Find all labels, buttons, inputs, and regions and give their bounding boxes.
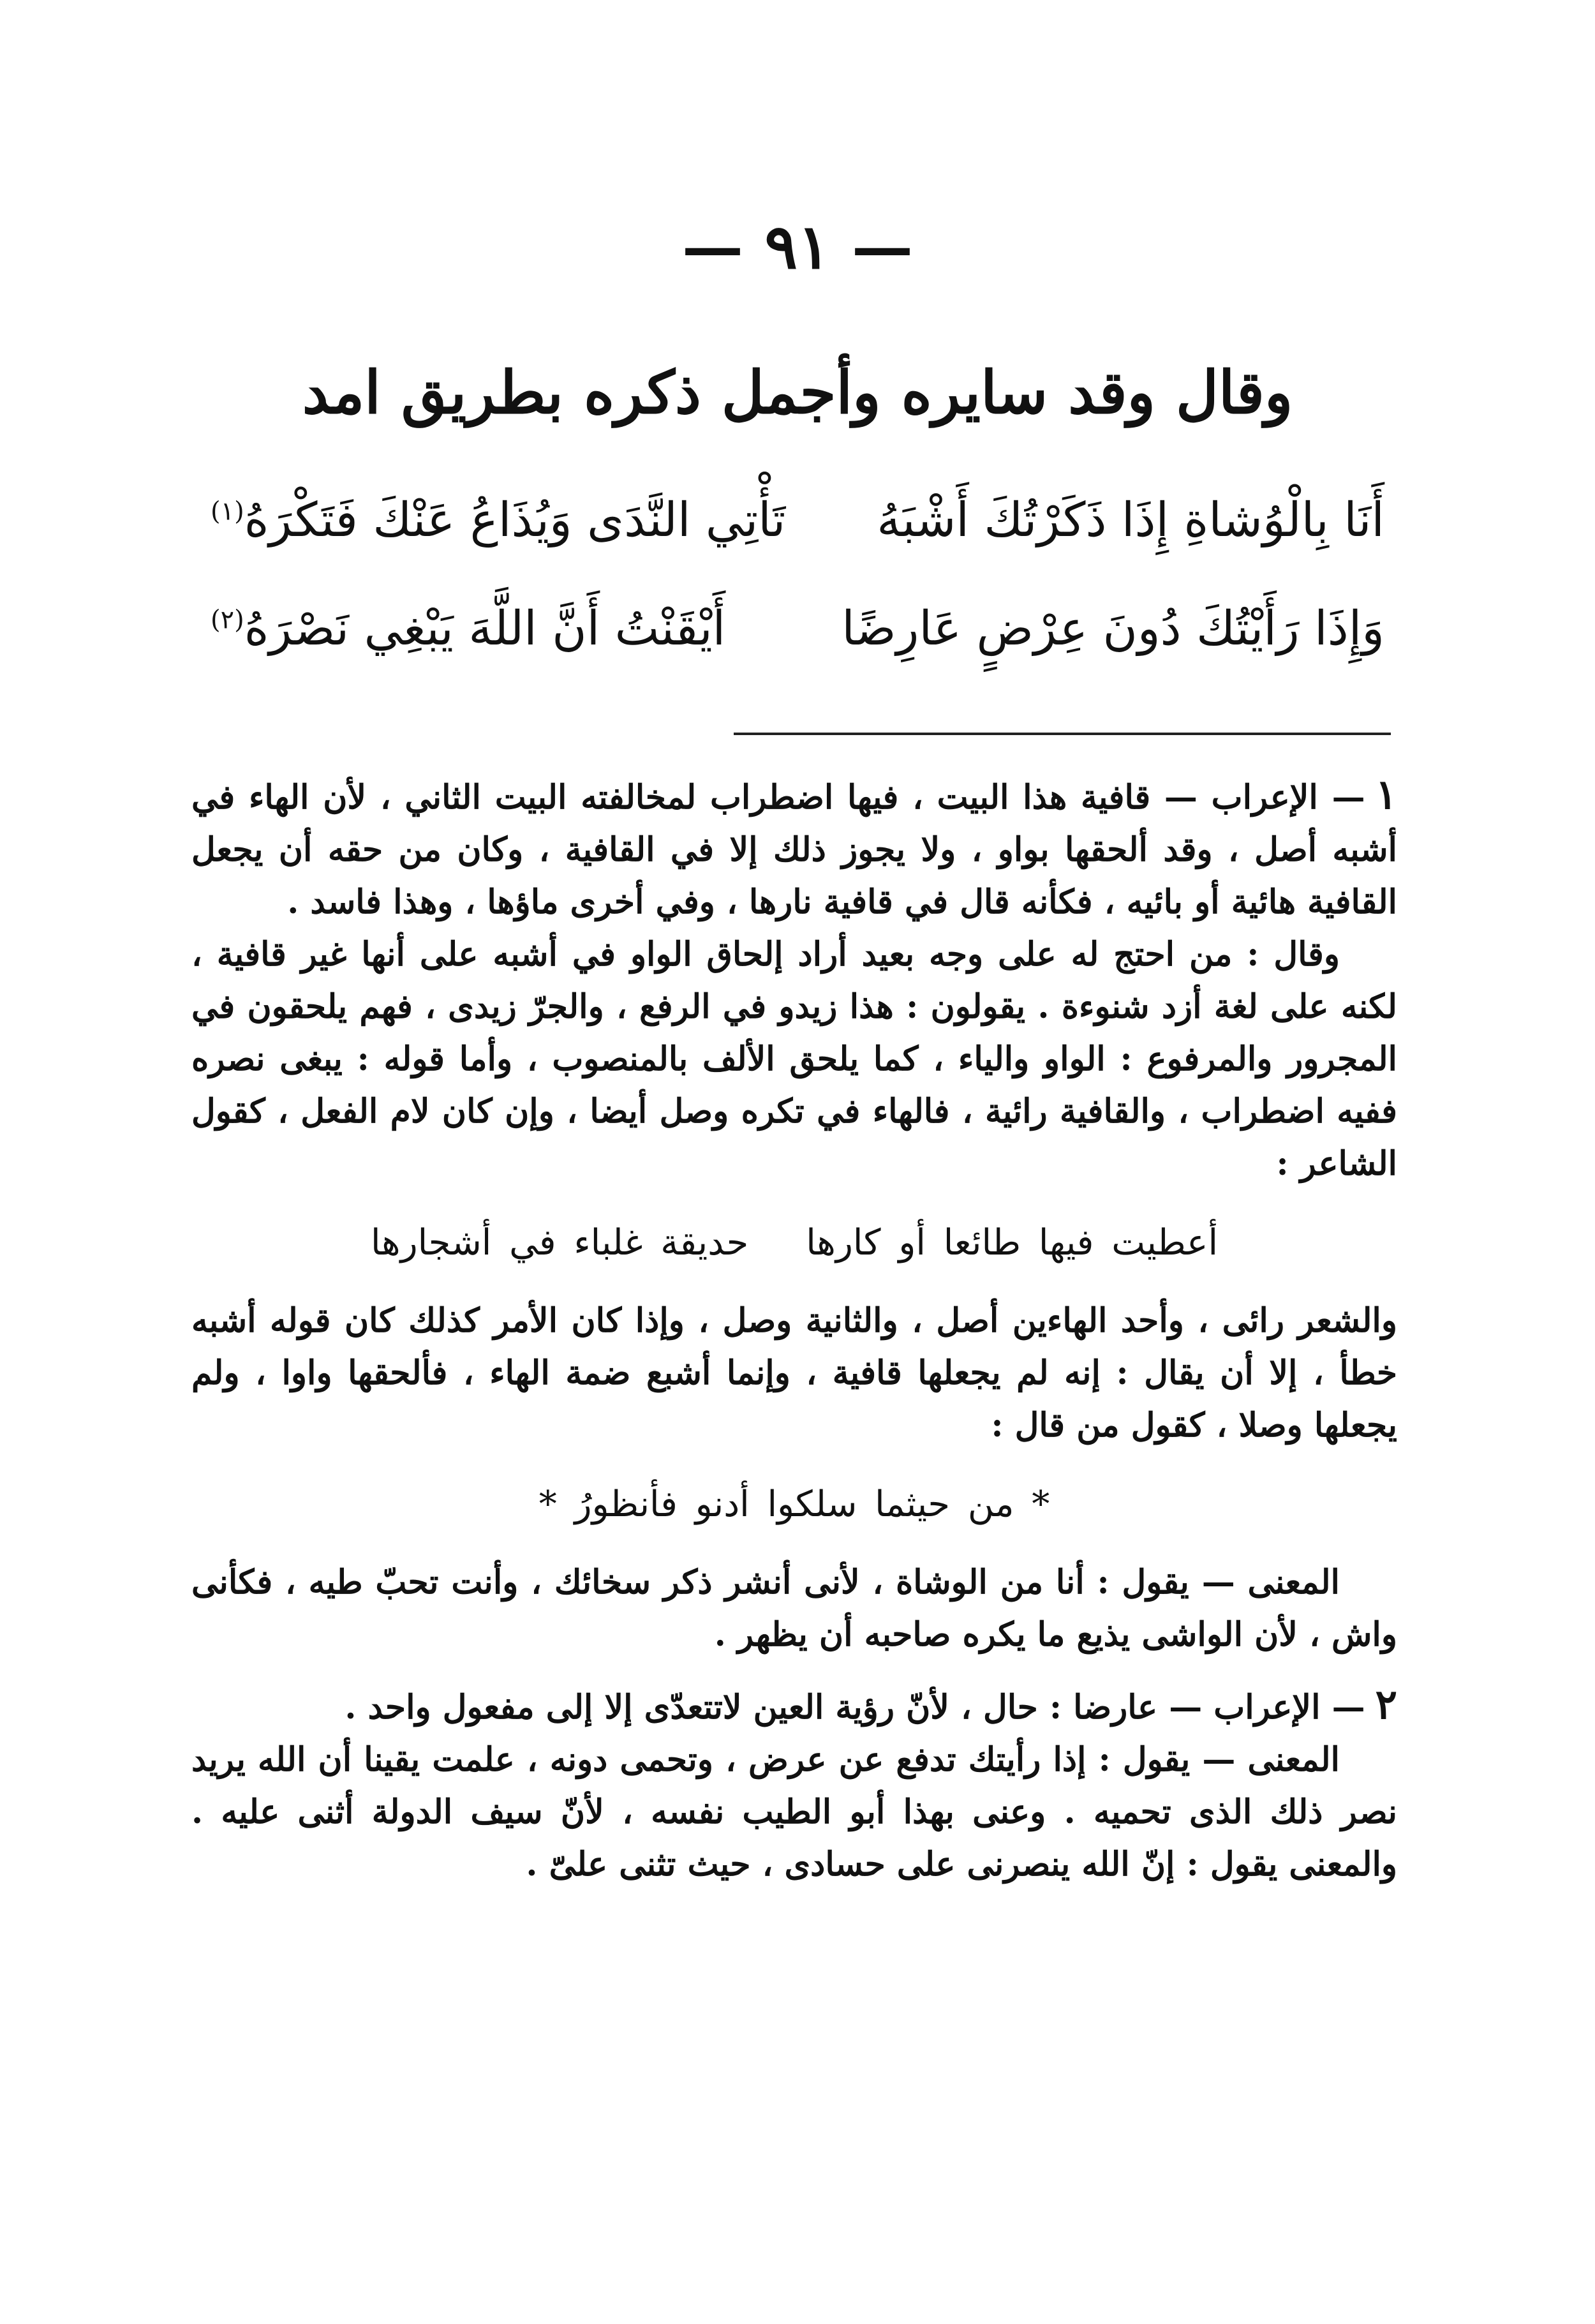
quoted-verse-1-first: أعطيت فيها طائعا أو كارها — [806, 1222, 1219, 1263]
verse-2 — [211, 593, 1384, 702]
poem-verses — [211, 485, 1384, 702]
verse-1 — [211, 485, 1384, 593]
verse-2-second-hemistich — [211, 593, 725, 664]
footnote-marker-2: (٢) — [211, 605, 244, 635]
footnote-2-meaning: المعنى — يقول : إذا رأيتك تدفع عن عرض ، وتحمى دونه ، علمت يقينا أن الله يريد نصر ذلك الذى تحميه . وعنى بهذا أبو الطيب نفسه ، لأنّ سيف الدولة أثنى عليه . والمعنى يقول : إنّ الله ينصرنى على حسادى ، حيث تثنى علىّ . — [191, 1740, 1397, 1884]
verse-2-first-hemistich: وَإِذَا رَأَيْتُكَ دُونَ عِرْضٍ عَارِضًا — [842, 601, 1384, 656]
verse-2-second-text: أَيْقَنْتُ أَنَّ اللَّهَ يَبْغِي نَصْرَهُ — [244, 601, 726, 656]
quoted-verse-1 — [191, 1217, 1397, 1269]
verse-1-first-hemistich: أَنَا بِالْوُشاةِ إِذَا ذَكَرْتُكَ أَشْبَهُ — [877, 493, 1384, 547]
footnote-1-text: — الإعراب — قافية هذا البيت ، فيها اضطراب لمخالفته البيت الثاني ، لأن الهاء في أشبه أصل ، وقد ألحقها بواو ، ولا يجوز ذلك إلا في القافية ، وكان من حقه أن يجعل القافية هائية أو بائيه ، فكأنه قال في قافية نارها ، وفي أخرى ماؤها ، وهذا فاسد . — [191, 778, 1397, 921]
footnote-1-number: ١ — [1375, 771, 1397, 819]
page-number: — ٩١ — — [682, 211, 913, 283]
footnote-1-paragraph — [191, 769, 1397, 928]
verse-1-second-text: تَأْتِي النَّدَى وَيُذَاعُ عَنْكَ فَتَكْرَهُ — [244, 493, 786, 547]
footnote-2-number: ٢ — [1375, 1681, 1397, 1729]
footnote-divider — [734, 733, 1391, 735]
quoted-verse-1-second: حديقة غلباء في أشجارها — [370, 1222, 749, 1263]
footnote-marker-1: (١) — [211, 496, 244, 526]
quoted-verse-2: * من حيثما سلكوا أدنو فأنظورُ * — [538, 1484, 1050, 1525]
footnote-2-text: — الإعراب — عارضا : حال ، لأنّ رؤية العين لاتتعدّى إلا إلى مفعول واحد . — [345, 1688, 1365, 1727]
poem-heading: وقال وقد سايره وأجمل ذكره بطريق امد — [302, 358, 1293, 427]
footnote-2-paragraph — [191, 1679, 1397, 1734]
footnote-1-paragraph-2: وقال : من احتج له على وجه بعيد أراد إلحاق الواو في أشبه على أنها غير قافية ، لكنه على لغة أزد شنوءة . يقولون : هذا زيدو في الرفع ، والجرّ زيدى ، فهم يلحقون في المجرور والمرفوع : الواو والياء ، كما يلحق الألف بالمنصوب ، وأما قوله : يبغى نصره ففيه اضطراب ، والقافية رائية ، فالهاء في تكره وصل أيضا ، وإن كان لام الفعل ، كقول الشاعر : — [191, 935, 1398, 1183]
footnotes — [191, 769, 1397, 1891]
footnote-1-meaning: المعنى — يقول : أنا من الوشاة ، لأنى أنشر ذكر سخائك ، وأنت تحبّ طيه ، فكأنى واش ، لأن الواشى يذيع ما يكره صاحبه أن يظهر . — [191, 1563, 1397, 1654]
footnote-1-paragraph-3: والشعر رائى ، وأحد الهاءين أصل ، والثانية وصل ، وإذا كان الأمر كذلك كان قوله أشبه خطأ ، إلا أن يقال : إنه لم يجعلها قافية ، وإنما أشبع ضمة الهاء ، فألحقها واوا ، ولم يجعلها وصلا ، كقول من قال : — [191, 1301, 1397, 1445]
verse-1-second-hemistich — [211, 485, 785, 556]
